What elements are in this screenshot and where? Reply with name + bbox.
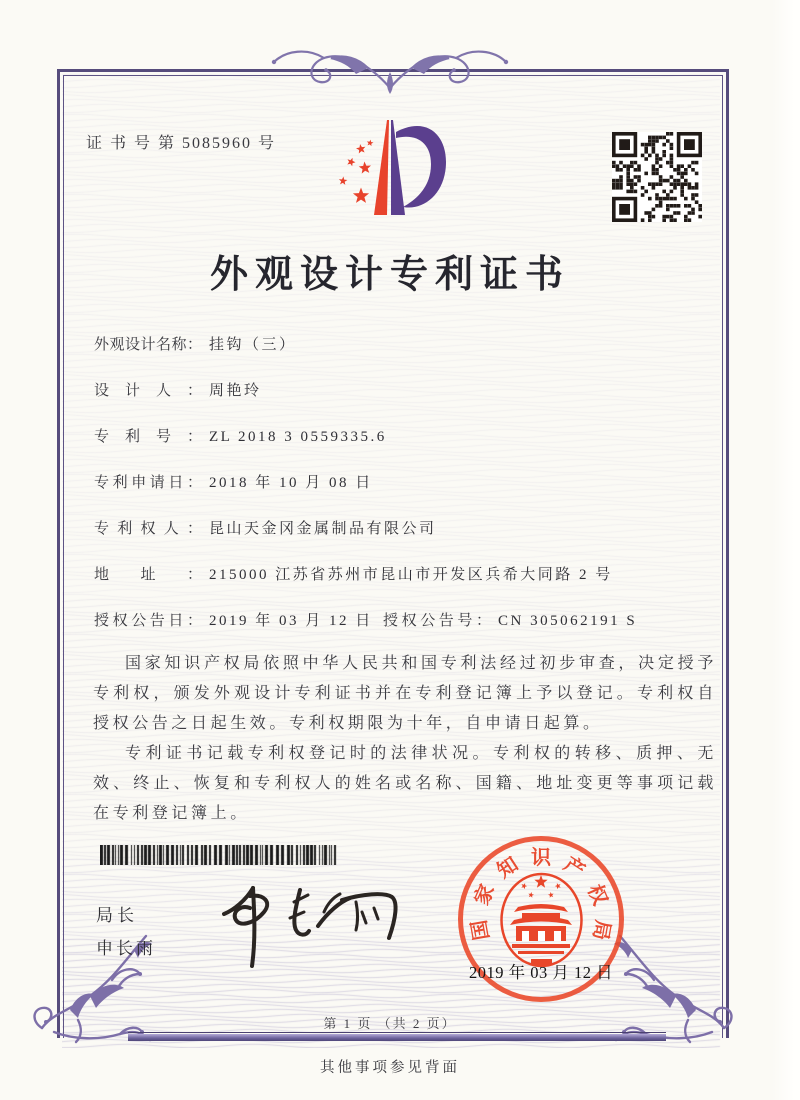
field-list xyxy=(94,333,724,655)
field-label: 外观设计名称： xyxy=(94,337,202,353)
field-value: 挂钩（三） xyxy=(209,337,297,353)
field-value: 2019 年 03 月 12 日 xyxy=(209,613,373,629)
field-label: 专利权人： xyxy=(94,521,202,537)
field-label: 地址： xyxy=(94,567,202,583)
field-label: 专利申请日： xyxy=(94,475,202,491)
field-value: CN 305062191 S xyxy=(498,613,638,629)
director-title: 局长 xyxy=(96,906,138,925)
seal-character: 局 xyxy=(588,917,614,942)
field-design-name xyxy=(94,333,724,353)
footer-rule-line xyxy=(128,1032,666,1033)
seal-date: 2019 年 03 月 12 日 xyxy=(468,963,614,982)
legal-paragraph-2: 专利证书记载专利权登记时的法律状况。专利权的转移、质押、无效、终止、恢复和专利权人的姓名或名称、国籍、地址变更等事项记载在专利登记簿上。 xyxy=(93,745,717,822)
seal-character: 家 xyxy=(470,881,500,909)
certificate-number: 证 书 号 第 5085960 号 xyxy=(86,135,277,152)
field-patent-number xyxy=(94,425,724,445)
field-label: 专利号： xyxy=(94,429,202,445)
field-value: ZL 2018 3 0559335.6 xyxy=(209,429,387,445)
field-value: 昆山天金冈金属制品有限公司 xyxy=(209,521,437,537)
cnipa-logo-icon xyxy=(330,112,485,240)
field-filing-date xyxy=(94,471,724,491)
legal-text xyxy=(93,649,717,829)
qr-code xyxy=(612,132,702,222)
scan-edge-highlight xyxy=(772,0,800,1100)
field-grant-row xyxy=(94,609,724,629)
back-side-note: 其他事项参见背面 xyxy=(320,1060,460,1076)
field-value: 2018 年 10 月 08 日 xyxy=(209,475,373,491)
seal-character: 国 xyxy=(468,917,494,942)
page-number: 第 1 页 （共 2 页） xyxy=(323,1016,457,1031)
field-grant-number xyxy=(383,609,637,630)
logo-spike-red xyxy=(374,120,389,215)
seal-character: 产 xyxy=(560,853,589,883)
director-signature xyxy=(190,850,410,970)
field-designer xyxy=(94,379,724,399)
seal-character: 知 xyxy=(493,853,522,883)
legal-paragraph-1: 国家知识产权局依照中华人民共和国专利法经过初步审查，决定授予专利权，颁发外观设计专利证书并在专利登记簿上予以登记。专利权自授权公告之日起生效。专利权期限为十年，自申请日起算。 xyxy=(93,655,717,732)
top-center-flourish-ornament xyxy=(268,44,512,96)
field-label: 设计人： xyxy=(94,383,202,399)
field-value: 周艳玲 xyxy=(209,383,262,399)
seal-character: 权 xyxy=(582,881,612,909)
field-address xyxy=(94,563,724,583)
field-patentee xyxy=(94,517,724,537)
certificate-title: 外观设计专利证书 xyxy=(209,254,570,296)
field-label: 授权公告号： xyxy=(383,613,491,629)
field-label: 授权公告日： xyxy=(94,613,202,629)
field-value: 215000 江苏省苏州市昆山市开发区兵希大同路 2 号 xyxy=(209,567,613,583)
national-emblem-icon xyxy=(498,868,585,968)
logo-p-bowl xyxy=(396,126,446,208)
seal-character: 识 xyxy=(531,847,551,869)
footer-rule-bar xyxy=(128,1034,666,1041)
director-name: 申长雨 xyxy=(96,939,156,958)
